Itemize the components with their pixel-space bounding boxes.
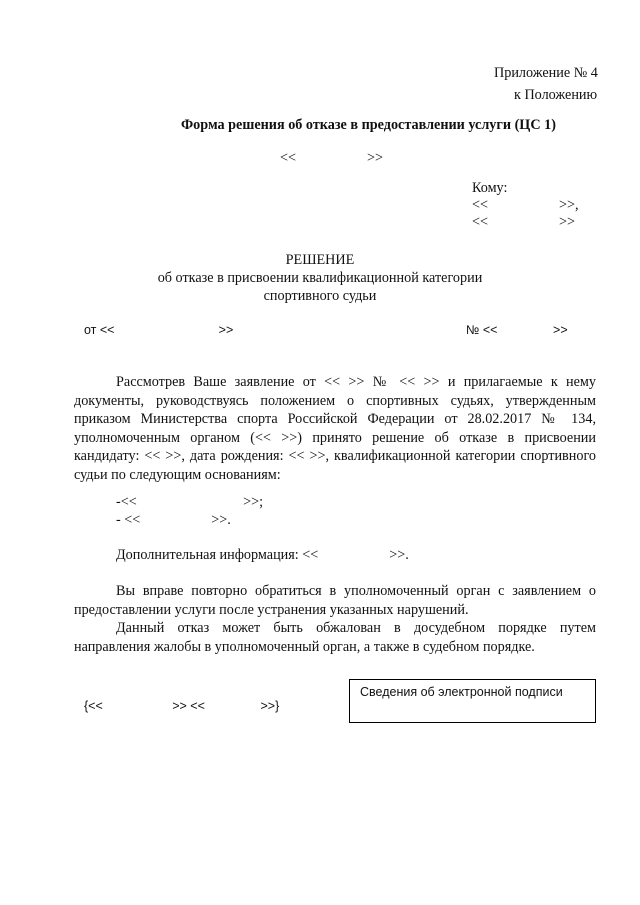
decision-body-paragraph: Рассмотрев Ваше заявление от << >> № << >> и прилагаемые к нему документы, руководствуясь положением о спортивных судьях, утвержденным приказом Министерства спорта Российской Федерации от 28.02.2017 № 134, уполномоченным органом (<< >>) принято решение об отказе в присвоении кандидату: << >>, дата рождения: << >>, квалификационной категории спортивного судьи по следующим основаниям: xyxy=(74,374,596,483)
additional-info: Дополнительная информация: << >>. xyxy=(116,547,409,563)
appendix-reference: к Положению xyxy=(514,87,598,103)
recipient-line-1: << >>, xyxy=(472,197,579,213)
electronic-signature-label: Сведения об электронной подписи xyxy=(360,685,563,699)
reason-item-2: - << >>. xyxy=(116,512,231,528)
decision-title: РЕШЕНИЕ xyxy=(285,252,355,268)
recipient-label: Кому: xyxy=(472,180,508,196)
decision-number: № << >> xyxy=(466,323,568,337)
appeal-paragraph: Данный отказ может быть обжалован в досудебном порядке путем направления жалобы в уполномоченный орган, а также в судебном порядке. xyxy=(74,620,596,655)
repeat-application-paragraph: Вы вправе повторно обратиться в уполномоченный орган с заявлением о предоставлении услуги после устранения указанных нарушений. xyxy=(74,583,596,618)
signature-placeholder: {<< >> << >>} xyxy=(84,699,280,713)
decision-subtitle-2: спортивного судьи xyxy=(263,288,377,304)
form-title: Форма решения об отказе в предоставлении услуги (ЦС 1) xyxy=(181,117,556,133)
decision-date: от << >> xyxy=(84,323,234,337)
reason-item-1: -<< >>; xyxy=(116,494,264,510)
decision-subtitle-1: об отказе в присвоении квалификационной категории xyxy=(157,270,483,286)
electronic-signature-box xyxy=(349,679,596,723)
recipient-line-2: << >> xyxy=(472,214,575,230)
organization-placeholder: << >> xyxy=(280,150,383,166)
appendix-number: Приложение № 4 xyxy=(494,65,598,81)
